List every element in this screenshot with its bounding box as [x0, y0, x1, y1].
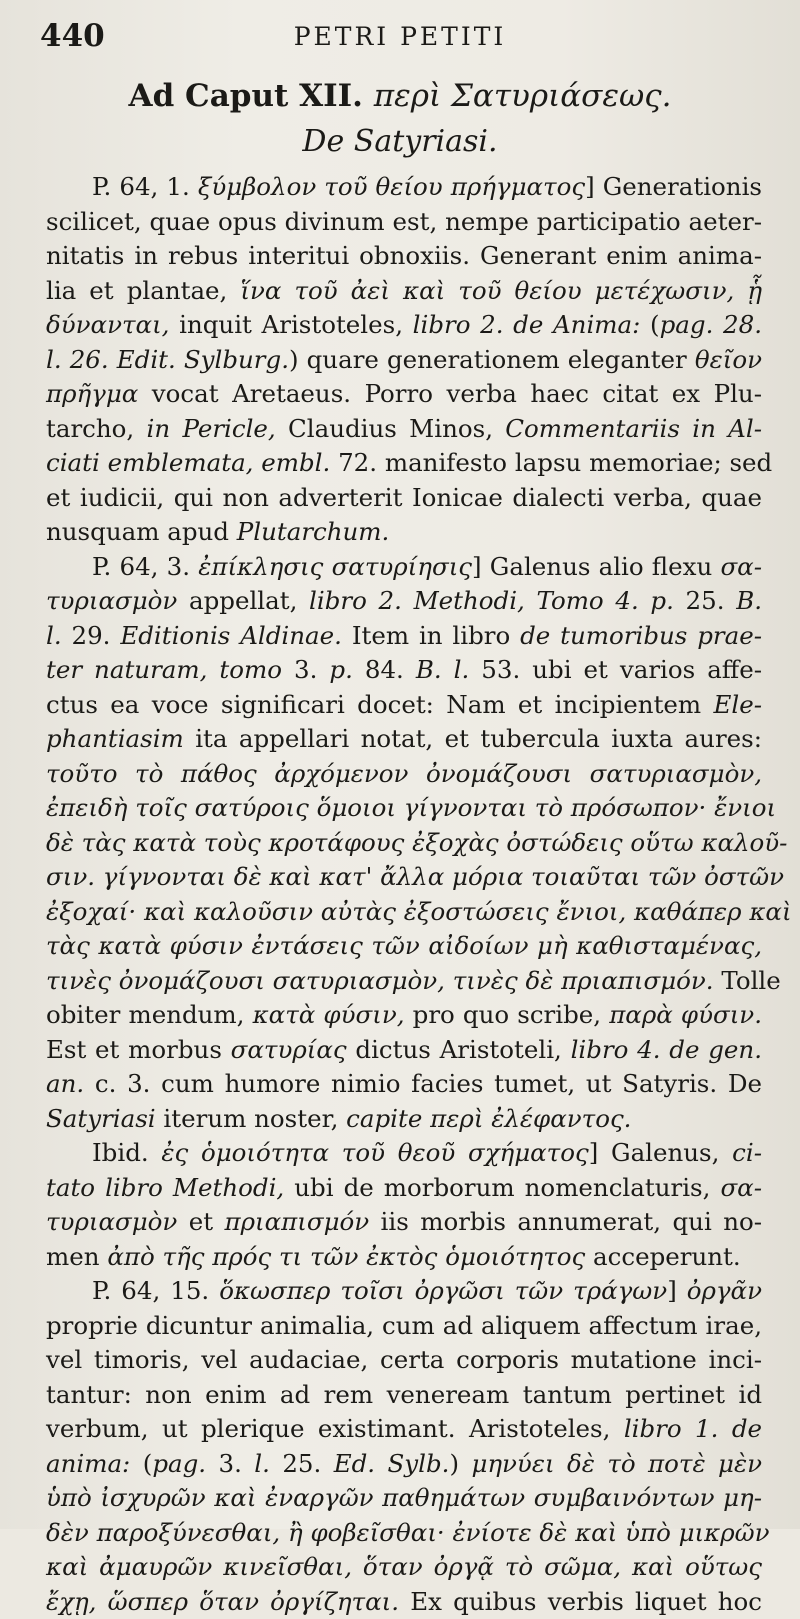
text-line	[46, 826, 762, 861]
italic-text: capite	[346, 1104, 422, 1133]
text-line	[46, 757, 762, 792]
italic-text: l. 26. Edit. Sylburg.	[46, 345, 289, 374]
text-line	[46, 584, 762, 619]
text-line	[46, 929, 762, 964]
latin-text: iis morbis annumerat, qui no-	[369, 1207, 762, 1236]
greek-text: πρῆγμα	[46, 379, 138, 408]
italic-text: anima:	[46, 1449, 130, 1478]
text-line	[46, 377, 762, 412]
latin-text: Item in libro	[342, 621, 520, 650]
latin-text: 29.	[62, 621, 121, 650]
latin-text: nitatis in rebus interitui obnoxiis. Generant enim anima-	[46, 241, 762, 270]
latin-text: 25.	[270, 1449, 334, 1478]
italic-text: ci-	[732, 1138, 762, 1167]
text-line	[46, 1171, 762, 1206]
latin-text: acceperunt.	[585, 1242, 740, 1271]
greek-text: δύνανται,	[46, 310, 169, 339]
latin-text: Est et morbus	[46, 1035, 231, 1064]
latin-text: inquit Aristoteles,	[169, 310, 412, 339]
greek-text: τοῦτο τὸ πάθος ἀρχόμενον ὀνομάζουσι σατυριασμὸν,	[46, 759, 762, 788]
text-line	[46, 1378, 762, 1413]
text-line	[46, 1205, 762, 1240]
italic-text: ter naturam, tomo	[46, 655, 282, 684]
text-line	[46, 1343, 762, 1378]
italic-text: ciati emblemata, embl.	[46, 448, 330, 477]
text-line	[46, 1309, 762, 1344]
text-line	[46, 998, 762, 1033]
text-line	[46, 550, 762, 585]
text-line	[46, 722, 762, 757]
greek-text: τυριασμὸν	[46, 586, 177, 615]
greek-text: θεῖον	[695, 345, 762, 374]
latin-text: verbum, ut plerique existimant. Aristoteles,	[46, 1414, 624, 1443]
greek-text: δὲ τὰς κατὰ τοὺς κροτάφους ἐξοχὰς ὀστώδεις οὕτω καλοῦ-	[46, 828, 787, 857]
text-line	[46, 619, 762, 654]
greek-text: ἐς ὁμοιότητα τοῦ θεοῦ σχήματος	[161, 1138, 588, 1167]
latin-text: ubi de morborum nomenclaturis,	[284, 1173, 720, 1202]
text-line	[46, 964, 762, 999]
greek-text: καὶ ἀμαυρῶν κινεῖσθαι, ὅταν ὀργᾷ τὸ σῶμα, καὶ οὕτως	[46, 1552, 762, 1581]
latin-text: appellat,	[177, 586, 309, 615]
page-number: 440	[40, 18, 105, 54]
greek-text: ἐξοχαί· καὶ καλοῦσιν αὐτὰς ἐξοστώσεις ἔνιοι, καθάπερ καὶ	[46, 897, 792, 926]
greek-text: πριαπισμόν	[224, 1207, 369, 1236]
latin-text: P. 64, 3.	[92, 552, 198, 581]
text-line	[46, 1447, 762, 1482]
text-line	[46, 515, 762, 550]
italic-text: de tumoribus prae-	[520, 621, 762, 650]
text-line	[46, 308, 762, 343]
text-line	[46, 1033, 762, 1068]
latin-text: proprie dicuntur animalia, cum ad aliquem affectum irae,	[46, 1311, 762, 1340]
latin-text: et	[177, 1207, 224, 1236]
italic-text: Editionis Aldinae.	[120, 621, 342, 650]
latin-text: 84.	[353, 655, 416, 684]
latin-text	[422, 1104, 430, 1133]
italic-text: pag. 28.	[660, 310, 762, 339]
greek-text: ὅκωσπερ τοῖσι ὀργῶσι τῶν τράγων	[219, 1276, 667, 1305]
greek-text: τὰς κατὰ φύσιν ἐντάσεις τῶν αἰδοίων μὴ καθισταμένας,	[46, 931, 762, 960]
latin-text: scilicet, quae opus divinum est, nempe participatio aeter-	[46, 207, 762, 236]
latin-text: 72. manifesto lapsu memoriae; sed	[330, 448, 772, 477]
text-line	[46, 343, 762, 378]
text-line	[46, 1136, 762, 1171]
text-line	[46, 791, 762, 826]
text-line	[46, 239, 762, 274]
greek-text: σα-	[720, 1173, 762, 1202]
italic-text: B.	[736, 586, 762, 615]
italic-text: libro 2. de Anima:	[413, 310, 641, 339]
text-line	[46, 653, 762, 688]
commentary-text	[46, 170, 762, 1619]
italic-text: Commentariis in Al-	[505, 414, 762, 443]
latin-text: tarcho,	[46, 414, 147, 443]
latin-text: 3.	[206, 1449, 254, 1478]
text-line	[46, 1102, 762, 1137]
latin-text: (	[640, 310, 659, 339]
text-line	[46, 860, 762, 895]
greek-text: δὲν παροξύνεσθαι, ἢ φοβεῖσθαι· ἐνίοτε δὲ καὶ ὑπὸ μικρῶν	[46, 1518, 769, 1547]
text-line	[46, 1412, 762, 1447]
italic-text: Ed. Sylb.	[334, 1449, 450, 1478]
italic-text: p.	[329, 655, 352, 684]
italic-text: B. l.	[416, 655, 469, 684]
text-line	[46, 446, 762, 481]
text-line	[46, 1550, 762, 1585]
text-line	[46, 205, 762, 240]
text-line	[46, 1516, 762, 1551]
chapter-subtitle: De Satyriasi.	[0, 124, 800, 159]
greek-text: ἵνα τοῦ ἀεὶ καὶ τοῦ θείου μετέχωσιν, ᾗ	[240, 276, 762, 305]
italic-text: tato libro Methodi,	[46, 1173, 284, 1202]
italic-text: phantiasim	[46, 724, 184, 753]
latin-text: (	[130, 1449, 152, 1478]
latin-text: pro quo scribe,	[405, 1000, 610, 1029]
italic-text: an.	[46, 1069, 84, 1098]
text-line	[46, 1067, 762, 1102]
text-line	[46, 688, 762, 723]
latin-text: men	[46, 1242, 107, 1271]
text-line	[46, 1585, 762, 1619]
latin-text: vocat Aretaeus. Porro verba haec citat ex Plu-	[138, 379, 762, 408]
italic-text: libro 2. Methodi, Tomo 4. p.	[309, 586, 674, 615]
running-head: PETRI PETITI	[40, 22, 760, 51]
italic-text: libro 4. de gen.	[571, 1035, 762, 1064]
greek-text: σατυρίας	[231, 1035, 347, 1064]
greek-text: ὀργᾶν	[687, 1276, 762, 1305]
page-header	[40, 18, 760, 62]
greek-text: ἐπίκλησις σατυρίησις	[198, 552, 472, 581]
greek-text: ἔχῃ, ὥσπερ ὅταν ὀργίζηται.	[46, 1587, 399, 1616]
latin-text: Ibid.	[92, 1138, 161, 1167]
latin-text: )	[449, 1449, 471, 1478]
chapter-title	[0, 78, 800, 114]
latin-text: Tolle	[714, 966, 781, 995]
latin-text: 3.	[282, 655, 329, 684]
latin-text: vel timoris, vel audaciae, certa corporis mutatione inci-	[46, 1345, 762, 1374]
latin-text: ] Galenus,	[589, 1138, 732, 1167]
italic-text: l.	[46, 621, 62, 650]
latin-text: et iudicii, qui non adverterit Ionicae dialecti verba, quae	[46, 483, 762, 512]
text-line	[46, 1481, 762, 1516]
italic-text: pag.	[152, 1449, 206, 1478]
greek-text: μηνύει δὲ τὸ ποτὲ μὲν	[471, 1449, 762, 1478]
latin-text: nusquam apud	[46, 517, 237, 546]
latin-text: lia et plantae,	[46, 276, 240, 305]
latin-text: 25.	[674, 586, 736, 615]
text-line	[46, 481, 762, 516]
greek-text: παρὰ φύσιν.	[609, 1000, 762, 1029]
greek-text: τινὲς ὀνομάζουσι σατυριασμὸν, τινὲς δὲ πριαπισμόν.	[46, 966, 714, 995]
italic-text: l.	[254, 1449, 270, 1478]
greek-text: ξύμβολον τοῦ θείου πρήγματος	[198, 172, 585, 201]
latin-text: dictus Aristoteli,	[347, 1035, 571, 1064]
greek-text: κατὰ φύσιν,	[253, 1000, 405, 1029]
greek-text: ἀπὸ τῆς πρός τι τῶν ἐκτὸς ὁμοιότητος	[107, 1242, 585, 1271]
italic-text: Satyriasi	[46, 1104, 156, 1133]
latin-text: ] Generationis	[585, 172, 762, 201]
latin-text: obiter mendum,	[46, 1000, 253, 1029]
text-line	[46, 170, 762, 205]
latin-text: P. 64, 15.	[92, 1276, 219, 1305]
greek-text: περὶ ἐλέφαντος.	[430, 1104, 631, 1133]
latin-text: ) quare generationem eleganter	[289, 345, 695, 374]
latin-text: Ex quibus verbis liquet hoc	[399, 1587, 762, 1616]
italic-text: Plutarchum.	[237, 517, 390, 546]
chapter-title-latin: Ad Caput XII.	[129, 78, 363, 114]
greek-text: ἐπειδὴ τοῖς σατύροις ὅμοιοι γίγνονται τὸ πρόσωπον· ἔνιοι	[46, 793, 776, 822]
latin-text: 53. ubi et varios affe-	[469, 655, 762, 684]
italic-text: in Pericle,	[147, 414, 276, 443]
latin-text: ] Galenus alio flexu	[472, 552, 720, 581]
text-line	[46, 274, 762, 309]
text-line	[46, 412, 762, 447]
latin-text: ita appellari notat, et tubercula iuxta aures:	[184, 724, 762, 753]
text-line	[46, 1240, 762, 1275]
text-line	[46, 1274, 762, 1309]
latin-text: tantur: non enim ad rem veneream tantum pertinet id	[46, 1380, 762, 1409]
latin-text: iterum noster,	[156, 1104, 347, 1133]
latin-text: c. 3. cum humore nimio facies tumet, ut Satyris. De	[84, 1069, 762, 1098]
italic-text: Ele-	[714, 690, 763, 719]
greek-text: σα-	[720, 552, 762, 581]
latin-text: Claudius Minos,	[276, 414, 506, 443]
latin-text: ]	[667, 1276, 687, 1305]
greek-text: σιν. γίγνονται δὲ καὶ κατ' ἄλλα μόρια τοιαῦται τῶν ὀστῶν	[46, 862, 784, 891]
greek-text: τυριασμὸν	[46, 1207, 177, 1236]
latin-text: ctus ea voce significari docet: Nam et incipientem	[46, 690, 714, 719]
latin-text: P. 64, 1.	[92, 172, 198, 201]
greek-text: ὑπὸ ἰσχυρῶν καὶ ἐναργῶν παθημάτων συμβαινόντων μη-	[46, 1483, 762, 1512]
chapter-title-greek: περὶ Σατυριάσεως.	[374, 78, 672, 114]
text-line	[46, 895, 762, 930]
italic-text: libro 1. de	[624, 1414, 762, 1443]
